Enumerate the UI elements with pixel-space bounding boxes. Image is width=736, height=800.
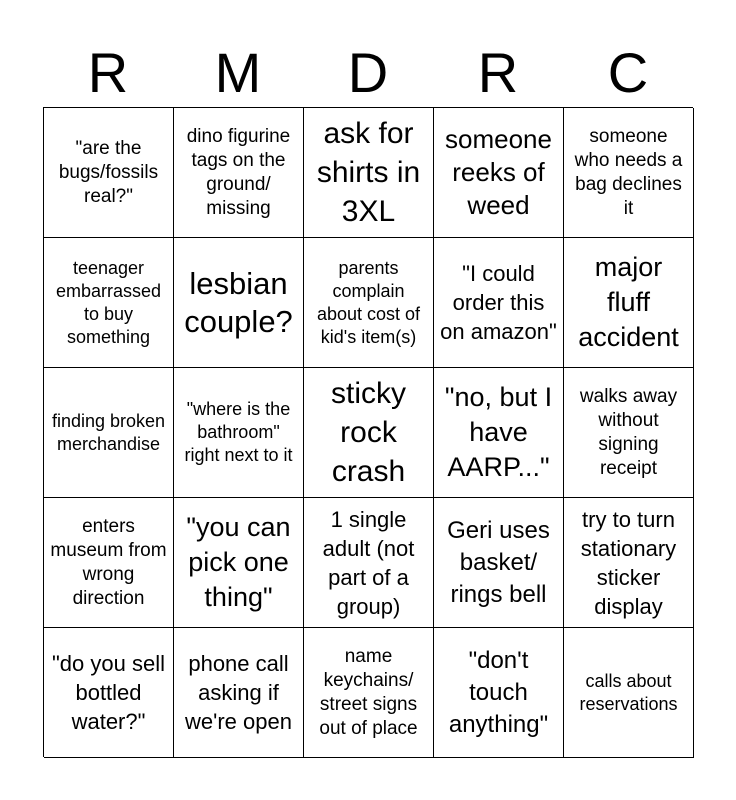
cell-text: major fluff accident [578, 252, 679, 352]
cell-text: "do you sell bottled water?" [52, 651, 165, 734]
header-letter-r2: R [477, 41, 519, 104]
cell-text: enters museum from wrong direction [50, 515, 167, 609]
cell-text: dino figurine tags on the ground/ missing [186, 125, 291, 219]
header-letter-c: C [607, 41, 649, 104]
bingo-cell-r1-c2[interactable] [174, 108, 304, 238]
bingo-cell-r4-c1[interactable] [44, 498, 174, 628]
cell-text: "are the bugs/fossils real?" [58, 137, 159, 207]
cell-text: ask for shirts in 3XL [316, 117, 421, 228]
cell-text: calls about reservations [579, 670, 678, 714]
header-letter-m: M [214, 41, 262, 104]
cell-text: walks away without signing receipt [579, 385, 678, 479]
cell-text: someone who needs a bag declines it [574, 125, 683, 219]
bingo-cell-r2-c5[interactable] [564, 238, 694, 368]
bingo-cell-r4-c4[interactable] [434, 498, 564, 628]
bingo-cell-r5-c3[interactable] [304, 628, 434, 758]
cell-text: sticky rock crash [331, 377, 406, 488]
header-letter-r1: R [87, 41, 129, 104]
header-letter-d: D [347, 41, 389, 104]
cell-text: name keychains/ street signs out of place [319, 645, 418, 739]
bingo-grid [43, 107, 693, 757]
bingo-cell-r3-c4[interactable] [434, 368, 564, 498]
cell-text: Geri uses basket/ rings bell [447, 516, 550, 608]
bingo-cell-r1-c1[interactable] [44, 108, 174, 238]
bingo-cell-r4-c3[interactable] [304, 498, 434, 628]
bingo-cell-r3-c2[interactable] [174, 368, 304, 498]
cell-text: "don't touch anything" [448, 646, 549, 738]
cell-text: someone reeks of weed [445, 124, 552, 220]
bingo-header [43, 38, 693, 108]
bingo-cell-r3-c5[interactable] [564, 368, 694, 498]
bingo-cell-r4-c5[interactable] [564, 498, 694, 628]
cell-text: phone call asking if we're open [185, 651, 292, 734]
bingo-cell-r1-c3[interactable] [304, 108, 434, 238]
bingo-cell-r5-c5[interactable] [564, 628, 694, 758]
bingo-cell-r2-c4[interactable] [434, 238, 564, 368]
bingo-cell-r5-c2[interactable] [174, 628, 304, 758]
cell-text: try to turn stationary sticker display [580, 506, 677, 619]
cell-text: lesbian couple? [184, 265, 293, 339]
cell-text: "you can pick one thing" [186, 512, 291, 612]
cell-text: parents complain about cost of kid's item(s) [316, 257, 421, 347]
bingo-cell-r5-c1[interactable] [44, 628, 174, 758]
bingo-cell-r2-c2[interactable] [174, 238, 304, 368]
bingo-cell-r4-c2[interactable] [174, 498, 304, 628]
bingo-cell-r1-c5[interactable] [564, 108, 694, 238]
bingo-cell-r2-c3[interactable] [304, 238, 434, 368]
cell-text: "I could order this on amazon" [440, 261, 557, 344]
bingo-cell-r1-c4[interactable] [434, 108, 564, 238]
cell-text: "where is the bathroom" right next to it [184, 399, 293, 465]
cell-text: teenager embarrassed to buy something [55, 257, 162, 347]
bingo-cell-r3-c3[interactable] [304, 368, 434, 498]
bingo-cell-r3-c1[interactable] [44, 368, 174, 498]
bingo-cell-r5-c4[interactable] [434, 628, 564, 758]
cell-text: finding broken merchandise [51, 410, 166, 454]
cell-text: "no, but I have AARP..." [444, 382, 553, 482]
cell-text: 1 single adult (not part of a group) [322, 506, 415, 619]
bingo-cell-r2-c1[interactable] [44, 238, 174, 368]
